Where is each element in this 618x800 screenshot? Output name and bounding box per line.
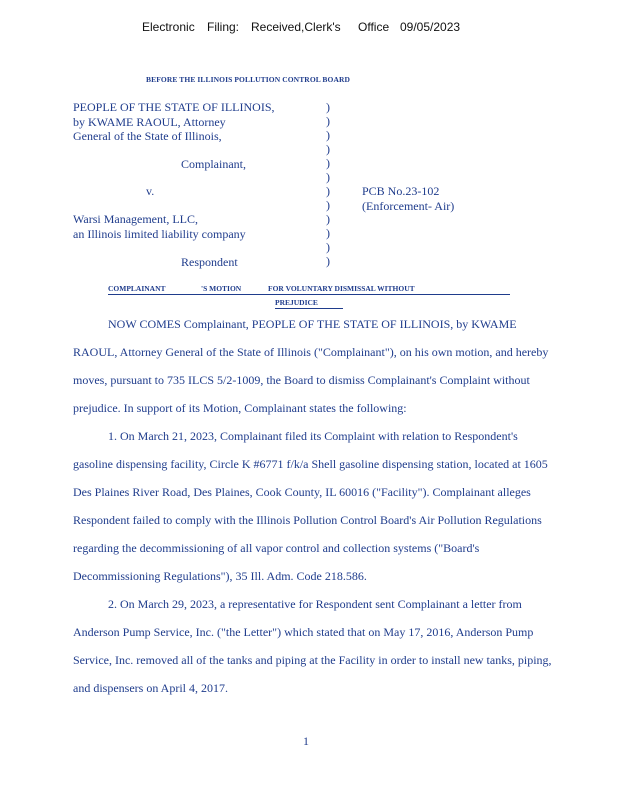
caption-paren: ) — [326, 198, 330, 212]
respondent-label: Respondent — [181, 255, 238, 269]
caption-paren: ) — [326, 254, 330, 268]
caption-paren: ) — [326, 240, 330, 254]
respondent-line-2: an Illinois limited liability company — [73, 227, 246, 241]
case-type: (Enforcement- Air) — [362, 199, 455, 213]
respondent-line-1: Warsi Management, LLC, — [73, 212, 198, 226]
body-line: RAOUL, Attorney General of the State of Illinois ("Complainant"), on his own motion, and hereby — [73, 345, 549, 359]
board-heading: BEFORE THE ILLINOIS POLLUTION CONTROL BOARD — [146, 75, 350, 84]
caption-paren: ) — [326, 100, 330, 114]
plaintiff-line-2: by KWAME RAOUL, Attorney — [73, 115, 226, 129]
motion-title-part-3: FOR VOLUNTARY DISMISSAL WITHOUT — [268, 284, 415, 293]
body-line: Des Plaines River Road, Des Plaines, Cook County, IL 60016 ("Facility"). Complainant alleges — [73, 485, 531, 499]
body-line: 1. On March 21, 2023, Complainant filed its Complaint with relation to Respondent's — [108, 429, 518, 443]
body-line: Service, Inc. removed all of the tanks and piping at the Facility in order to install new tanks, piping, — [73, 653, 552, 667]
case-number: PCB No.23-102 — [362, 184, 440, 198]
caption-paren: ) — [326, 184, 330, 198]
motion-title-part-1: COMPLAINANT — [108, 284, 166, 293]
body-line: and dispensers on April 4, 2017. — [73, 681, 228, 695]
body-line: NOW COMES Complainant, PEOPLE OF THE STATE OF ILLINOIS, by KWAME — [108, 317, 517, 331]
caption-paren: ) — [326, 170, 330, 184]
plaintiff-line-3: General of the State of Illinois, — [73, 129, 222, 143]
header-received: Received,Clerk's — [251, 20, 341, 34]
header-office: Office — [358, 20, 390, 34]
header-electronic: Electronic — [142, 20, 195, 34]
page-number: 1 — [303, 734, 309, 748]
caption-paren: ) — [326, 156, 330, 170]
motion-title-part-2: 'S MOTION — [201, 284, 242, 293]
versus: v. — [146, 184, 155, 198]
header-date: 09/05/2023 — [400, 20, 461, 34]
body-line: Decommissioning Regulations"), 35 Ill. Adm. Code 218.586. — [73, 569, 367, 583]
motion-title-underline — [275, 308, 343, 309]
plaintiff-line-1: PEOPLE OF THE STATE OF ILLINOIS, — [73, 100, 275, 114]
body-line: 2. On March 29, 2023, a representative for Respondent sent Complainant a letter from — [108, 597, 522, 611]
caption-paren: ) — [326, 128, 330, 142]
body-line: gasoline dispensing facility, Circle K #6771 f/k/a Shell gasoline dispensing station, located at 1605 — [73, 457, 548, 471]
body-line: Anderson Pump Service, Inc. ("the Letter") which stated that on May 17, 2016, Anderson Pump — [73, 625, 534, 639]
caption-paren: ) — [326, 114, 330, 128]
caption-paren: ) — [326, 212, 330, 226]
complainant-label: Complainant, — [181, 157, 246, 171]
body-line: Respondent failed to comply with the Illinois Pollution Control Board's Air Pollution Regulations — [73, 513, 542, 527]
body-line: moves, pursuant to 735 ILCS 5/2-1009, the Board to dismiss Complainant's Complaint without — [73, 373, 530, 387]
body-line: regarding the decommissioning of all vapor control and collection systems ("Board's — [73, 541, 480, 555]
caption-paren: ) — [326, 226, 330, 240]
caption-paren: ) — [326, 142, 330, 156]
motion-title-part-4: PREJUDICE — [275, 298, 318, 307]
header-filing: Filing: — [207, 20, 240, 34]
motion-title-underline — [108, 294, 510, 295]
body-line: prejudice. In support of its Motion, Complainant states the following: — [73, 401, 407, 415]
